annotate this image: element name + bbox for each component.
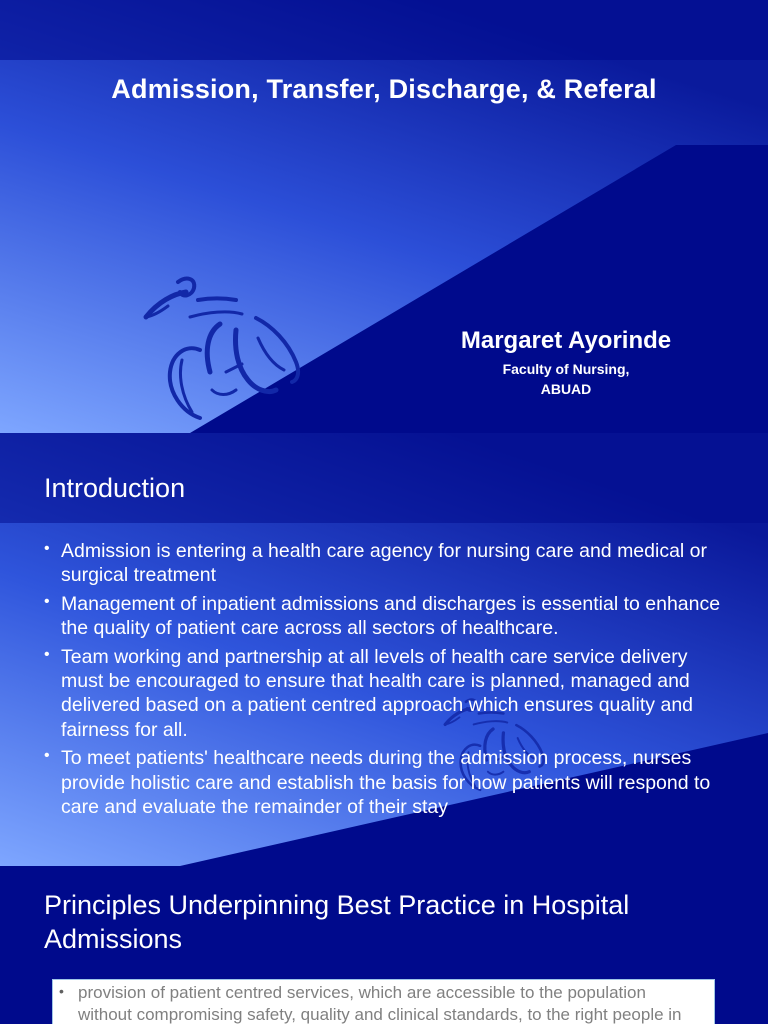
presentation-title: Admission, Transfer, Discharge, & Referal <box>111 74 657 104</box>
slide-title: Principles Underpinning Best Practice in Hospital Admissions <box>44 890 630 954</box>
list-item: • Team working and partnership at all levels of health care service delivery must be encouraged to ensure that health care is planned, managed and delivered based on a patient centred approach which ensures quality and fairness for all. <box>44 645 734 742</box>
content-box <box>52 979 715 1024</box>
list-item: • Admission is entering a health care agency for nursing care and medical or surgical treatment <box>44 539 734 587</box>
bullet-icon: • <box>44 747 50 765</box>
list-item: • Management of inpatient admissions and discharges is essential to enhance the quality of patient care across all sectors of healthcare. <box>44 592 734 640</box>
affiliation-line: Faculty of Nursing, <box>502 361 630 377</box>
title-slide <box>0 0 768 433</box>
bullet-icon: • <box>44 593 50 610</box>
bullet-list <box>44 539 734 824</box>
affiliation-line: ABUAD <box>540 381 592 397</box>
list-item: • provision of patient centred services, which are accessible to the population without compromising safety, quality and clinical standards, to the right people in <box>53 980 714 1024</box>
bullet-icon: • <box>44 540 50 557</box>
list-item: • To meet patients' healthcare needs during the admission process, nurses provide holistic care and establish the basis for how patients will respond to care and evaluate the remainder of their stay <box>44 746 734 819</box>
slide-title: Introduction <box>44 473 186 503</box>
introduction-slide <box>0 433 768 866</box>
principles-slide <box>0 866 768 1024</box>
author-name: Margaret Ayorinde <box>460 327 672 354</box>
cyclist-logo-icon <box>138 272 308 427</box>
bullet-icon: • <box>44 646 50 663</box>
bullet-icon: • <box>59 983 64 999</box>
